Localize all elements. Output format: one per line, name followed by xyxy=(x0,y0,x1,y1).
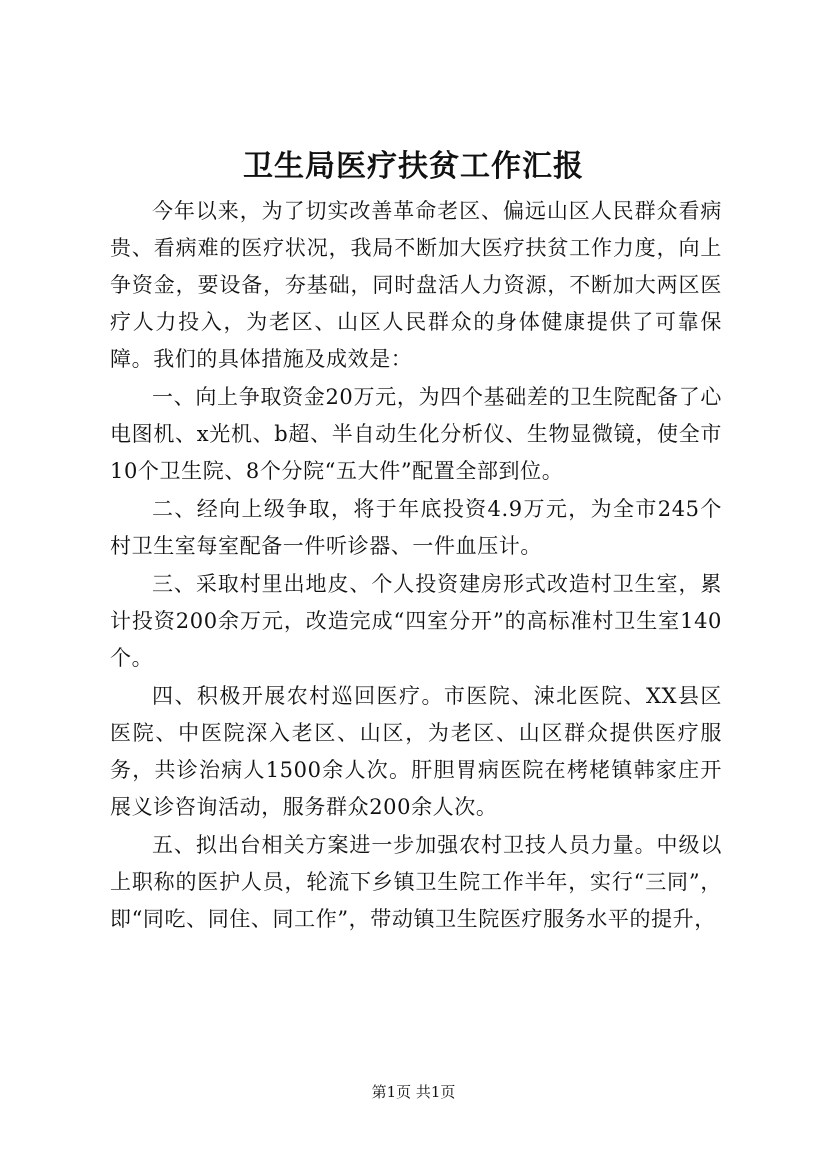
paragraph-item-5: 五、拟出台相关方案进一步加强农村卫技人员力量。中级以上职称的医护人员，轮流下乡镇卫生院工作半年，实行“三同”，即“同吃、同住、同工作”，带动镇卫生院医疗服务水平的提升， xyxy=(110,833,722,931)
paragraph-item-1: 一、向上争取资金20万元，为四个基础差的卫生院配备了心电图机、x光机、b超、半自动生化分析仪、生物显微镜，使全市10个卫生院、8个分院“五大件”配置全部到位。 xyxy=(110,385,722,483)
document-body xyxy=(110,193,722,938)
paragraph-item-4: 四、积极开展农村巡回医疗。市医院、涑北医院、XX县区医院、中医院深入老区、山区，为老区、山区群众提供医疗服务，共诊治病人1500余人次。肝胆胃病医院在栲栳镇韩家庄开展义诊咨询活动，服务群众200余人次。 xyxy=(110,684,722,819)
document-title: 卫生局医疗扶贫工作汇报 xyxy=(243,149,584,184)
page-footer: 第1页 共1页 xyxy=(371,1083,456,1101)
paragraph-item-2: 二、经向上级争取，将于年底投资4.9万元，为全市245个村卫生室每室配备一件听诊器、一件血压计。 xyxy=(110,497,722,558)
paragraph-item-3: 三、采取村里出地皮、个人投资建房形式改造村卫生室，累计投资200余万元，改造完成“四室分开”的高标准村卫生室140个。 xyxy=(110,572,722,670)
paragraph-intro: 今年以来，为了切实改善革命老区、偏远山区人民群众看病贵、看病难的医疗状况，我局不断加大医疗扶贫工作力度，向上争资金，要设备，夯基础，同时盘活人力资源，不断加大两区医疗人力投入，为老区、山区人民群众的身体健康提供了可靠保障。我们的具体措施及成效是： xyxy=(110,199,722,371)
